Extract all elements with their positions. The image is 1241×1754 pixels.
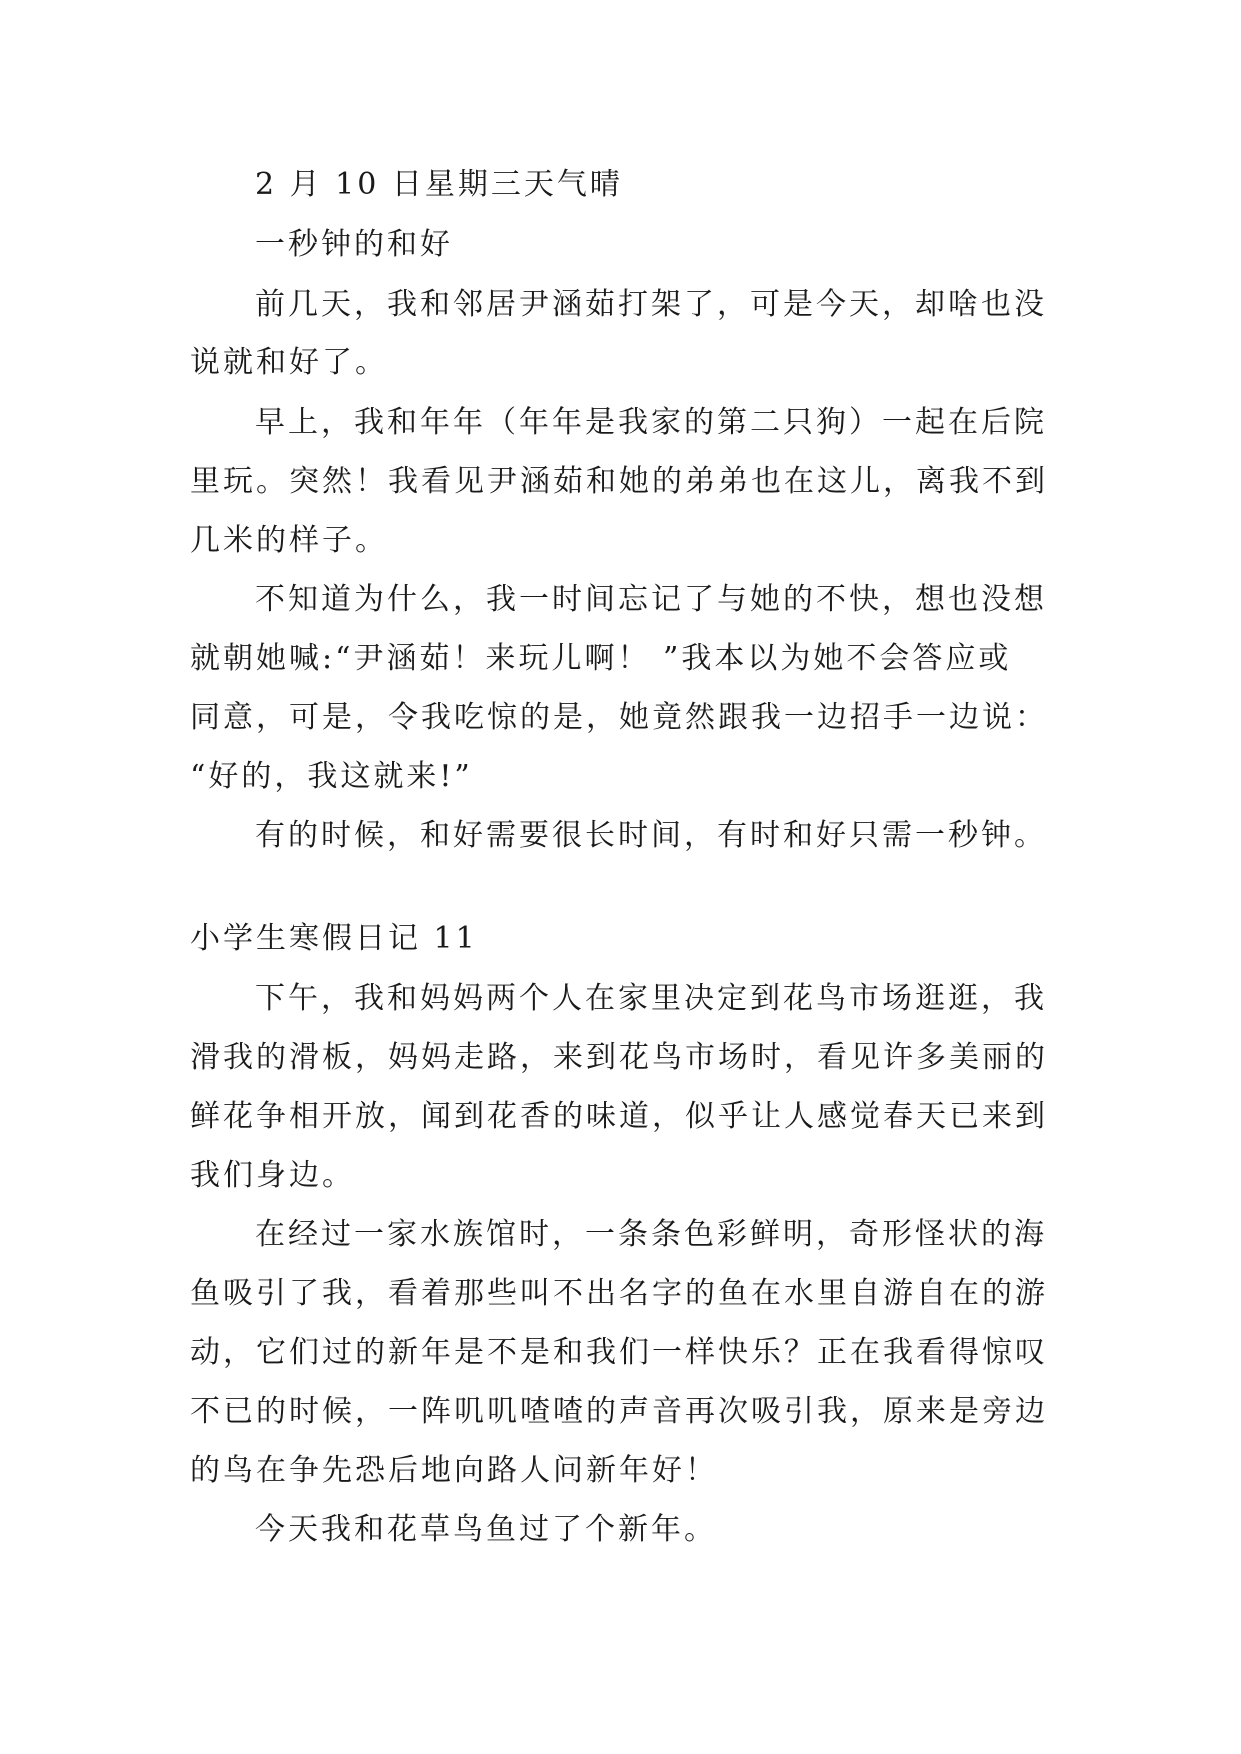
paragraph-line: 就朝她喊:“尹涵茹！来玩儿啊！ ”我本以为她不会答应或 [190,641,1012,676]
paragraph-line: 滑我的滑板，妈妈走路，来到花鸟市场时，看见许多美丽的 [190,1040,1048,1075]
paragraph-line: 下午，我和妈妈两个人在家里决定到花鸟市场逛逛，我 [255,981,1047,1016]
date-line: 2 月 10 日星期三天气晴 [255,167,623,202]
paragraph-line: 鱼吸引了我，看着那些叫不出名字的鱼在水里自游自在的游 [190,1276,1048,1311]
paragraph-line: “好的，我这就来!” [190,759,473,794]
paragraph-line: 几米的样子。 [190,523,388,558]
paragraph-line: 今天我和花草鸟鱼过了个新年。 [255,1512,717,1547]
paragraph-line: 不已的时候，一阵叽叽喳喳的声音再次吸引我，原来是旁边 [190,1394,1048,1429]
paragraph-line: 的鸟在争先恐后地向路人问新年好！ [190,1453,718,1488]
paragraph-line: 动，它们过的新年是不是和我们一样快乐？正在我看得惊叹 [190,1335,1048,1370]
diary-title: 一秒钟的和好 [255,227,453,262]
paragraph-line: 在经过一家水族馆时，一条条色彩鲜明，奇形怪状的海 [255,1217,1047,1252]
paragraph-line: 同意，可是，令我吃惊的是，她竟然跟我一边招手一边说： [190,700,1048,735]
diary-heading: 小学生寒假日记 11 [190,921,478,956]
paragraph-line: 早上，我和年年（年年是我家的第二只狗）一起在后院 [255,405,1047,440]
paragraph-line: 前几天，我和邻居尹涵茹打架了，可是今天，却啥也没 [255,287,1047,322]
paragraph-line: 里玩。突然！我看见尹涵茹和她的弟弟也在这儿，离我不到 [190,464,1048,499]
paragraph-line: 有的时候，和好需要很长时间，有时和好只需一秒钟。 [255,818,1047,853]
paragraph-line: 不知道为什么，我一时间忘记了与她的不快，想也没想 [255,582,1047,617]
paragraph-line: 我们身边。 [190,1158,355,1193]
paragraph-line: 鲜花争相开放，闻到花香的味道，似乎让人感觉春天已来到 [190,1099,1048,1134]
paragraph-line: 说就和好了。 [190,345,388,380]
